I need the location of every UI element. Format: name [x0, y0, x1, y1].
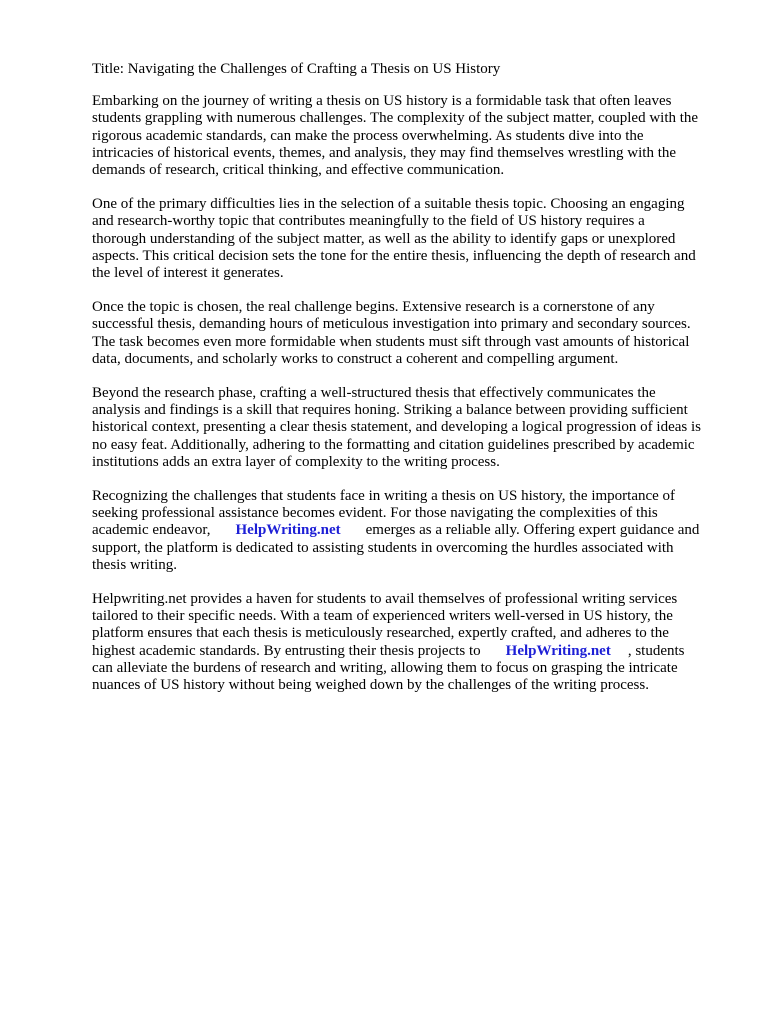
text-line: data, documents, and scholarly works to construct a coherent and compelling argument. [92, 350, 619, 367]
text-segment: highest academic standards. By entrusting their thesis projects to [92, 642, 481, 659]
text-line: institutions adds an extra layer of complexity to the writing process. [92, 453, 500, 470]
text-line: support, the platform is dedicated to assisting students in overcoming the hurdles associated with [92, 539, 674, 556]
text-line: thesis writing. [92, 556, 177, 573]
paragraph-1 [92, 93, 732, 179]
text-line: the level of interest it generates. [92, 265, 284, 282]
text-line-with-link [92, 522, 732, 539]
text-line: historical context, presenting a clear thesis statement, and developing a logical progression of ideas is [92, 419, 701, 436]
text-line: Embarking on the journey of writing a thesis on US history is a formidable task that often leaves [92, 93, 672, 110]
helpwriting-link[interactable]: HelpWriting.net [235, 522, 341, 539]
paragraph-3 [92, 299, 732, 368]
paragraph-6 [92, 591, 732, 694]
text-line: intricacies of historical events, themes, and analysis, they may find themselves wrestling with the [92, 144, 677, 161]
text-line: no easy feat. Additionally, adhering to the formatting and citation guidelines prescribed by academic [92, 436, 695, 453]
text-line: Helpwriting.net provides a haven for students to avail themselves of professional writing services [92, 591, 678, 608]
text-line: One of the primary difficulties lies in the selection of a suitable thesis topic. Choosing an engaging [92, 196, 685, 213]
text-line: successful thesis, demanding hours of meticulous investigation into primary and secondary sources. [92, 316, 691, 333]
text-line: aspects. This critical decision sets the tone for the entire thesis, influencing the depth of research and [92, 247, 696, 264]
text-segment: , students [627, 642, 685, 659]
text-segment: emerges as a reliable ally. Offering expert guidance and [365, 522, 700, 539]
text-line: platform ensures that each thesis is meticulously researched, expertly crafted, and adheres to the [92, 625, 669, 642]
text-line-with-link [92, 643, 732, 660]
text-line: nuances of US history without being weighed down by the challenges of the writing process. [92, 677, 649, 694]
text-line: Recognizing the challenges that students face in writing a thesis on US history, the importance of [92, 488, 676, 505]
document-body [92, 61, 732, 711]
text-line: tailored to their specific needs. With a team of experienced writers well-versed in US history, the [92, 608, 673, 625]
text-line: Beyond the research phase, crafting a well-structured thesis that effectively communicates the [92, 385, 656, 402]
text-line: rigorous academic standards, can make the process overwhelming. As students dive into the [92, 127, 644, 144]
document-title: Title: Navigating the Challenges of Crafting a Thesis on US History [92, 61, 501, 77]
helpwriting-link[interactable]: HelpWriting.net [505, 642, 611, 659]
text-line: and research-worthy topic that contributes meaningfully to the field of US history requires a [92, 213, 645, 230]
text-line: can alleviate the burdens of research and writing, allowing them to focus on grasping the intricate [92, 659, 678, 676]
paragraph-5 [92, 488, 732, 574]
text-segment: academic endeavor, [92, 522, 211, 539]
text-line: Once the topic is chosen, the real challenge begins. Extensive research is a cornerstone of any [92, 299, 655, 316]
text-line: seeking professional assistance becomes evident. For those navigating the complexities of this [92, 505, 658, 522]
paragraph-4 [92, 385, 732, 471]
text-line: analysis and findings is a skill that requires honing. Striking a balance between providing sufficient [92, 402, 688, 419]
text-line: demands of research, critical thinking, and effective communication. [92, 162, 505, 179]
text-line: students grappling with numerous challenges. The complexity of the subject matter, coupled with the [92, 110, 699, 127]
paragraph-2 [92, 196, 732, 282]
text-line: thorough understanding of the subject matter, as well as the ability to identify gaps or unexplored [92, 230, 676, 247]
text-line: The task becomes even more formidable when students must sift through vast amounts of historical [92, 333, 690, 350]
